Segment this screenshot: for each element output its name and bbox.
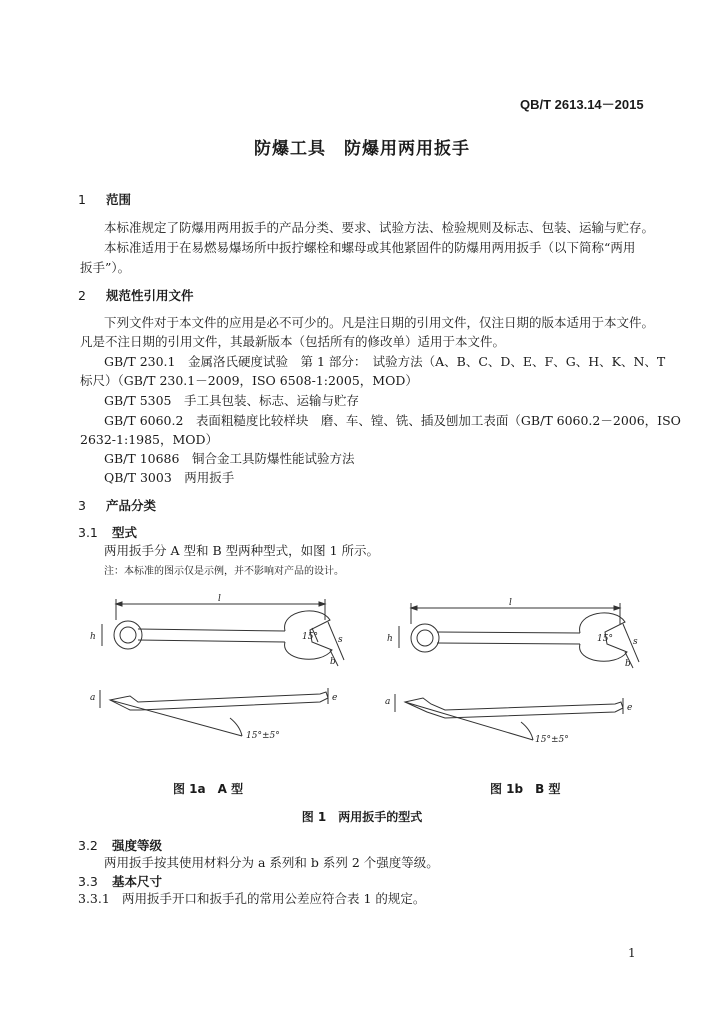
dim-e-label: e — [627, 703, 633, 713]
section-title: 产品分类 — [105, 498, 156, 513]
section-number: 3.3 — [78, 874, 98, 889]
section-title: 规范性引用文件 — [105, 288, 194, 303]
section-number: 3 — [78, 498, 86, 513]
note: 注：本标准的图示仅是示例，并不影响对产品的设计。 — [104, 566, 344, 577]
reference-item: GB/T 5305 手工具包装、标志、运输与贮存 — [104, 393, 360, 408]
paragraph: 两用扳手按其使用材料分为 a 系列和 b 系列 2 个强度等级。 — [104, 855, 439, 870]
section-3-1-heading — [78, 523, 137, 541]
dim-l-label: l — [509, 598, 512, 608]
section-3-2-heading — [78, 836, 162, 854]
section-3-3-1 — [78, 889, 425, 908]
reference-item: GB/T 6060.2 表面粗糙度比较样块 磨、车、镗、铣、插及刨加工表面（GB/T 6060.2－2006，ISO — [104, 413, 681, 428]
section-number: 3.3.1 — [78, 891, 110, 906]
section-1-heading — [78, 190, 131, 208]
wrench-a-drawing — [80, 590, 350, 750]
paragraph: 凡是不注日期的引用文件，其最新版本（包括所有的修改单）适用于本文件。 — [80, 334, 506, 349]
section-number: 3.1 — [78, 525, 98, 540]
paragraph: 扳手”）。 — [80, 260, 131, 275]
section-3-heading — [78, 496, 156, 514]
dim-tol-label: 15°±5° — [535, 735, 569, 745]
figure-1b — [375, 590, 645, 750]
dim-e-label: e — [332, 693, 338, 703]
figure-1-caption: 图 1 两用扳手的型式 — [301, 810, 423, 824]
dim-h-label: h — [387, 634, 393, 644]
section-number: 2 — [78, 288, 86, 303]
dim-s-label: s — [338, 635, 343, 645]
section-number: 3.2 — [78, 838, 98, 853]
section-title: 强度等级 — [111, 838, 162, 853]
dim-tol-label: 15°±5° — [246, 731, 280, 741]
dim-angle-label: 15° — [302, 632, 318, 642]
page-number: 1 — [628, 946, 636, 960]
section-number: 1 — [78, 192, 86, 207]
section-3-3-heading — [78, 872, 162, 890]
document-title: 防爆工具 防爆用两用扳手 — [254, 139, 470, 159]
dim-l-label: l — [218, 594, 221, 604]
dim-b-label: b — [625, 659, 631, 669]
dim-a-label: a — [385, 697, 391, 707]
section-2-heading — [78, 286, 194, 304]
section-title: 范围 — [105, 192, 131, 207]
reference-item: 2632-1:1985，MOD） — [80, 432, 219, 447]
section-title: 基本尺寸 — [111, 874, 162, 889]
figure-1b-caption: 图 1b B 型 — [490, 782, 561, 796]
reference-item: QB/T 3003 两用扳手 — [104, 470, 235, 485]
dim-s-label: s — [633, 637, 638, 647]
dim-a-label: a — [90, 693, 96, 703]
wrench-b-drawing — [375, 590, 645, 750]
dim-b-label: b — [330, 657, 336, 667]
paragraph: 两用扳手开口和扳手孔的常用公差应符合表 1 的规定。 — [122, 891, 426, 906]
standard-code: QB/T 2613.14－2015 — [520, 97, 644, 112]
paragraph: 两用扳手分 A 型和 B 型两种型式，如图 1 所示。 — [104, 543, 380, 558]
dim-angle-label: 15° — [597, 634, 613, 644]
paragraph: 下列文件对于本文件的应用是必不可少的。凡是注日期的引用文件，仅注日期的版本适用于本文件。 — [104, 315, 655, 330]
reference-item: 标尺）（GB/T 230.1－2009，ISO 6508-1:2005，MOD） — [80, 373, 418, 388]
paragraph: 本标准规定了防爆用两用扳手的产品分类、要求、试验方法、检验规则及标志、包装、运输与贮存。 — [104, 220, 655, 235]
dim-h-label: h — [90, 632, 96, 642]
section-title: 型式 — [111, 525, 137, 540]
reference-item: GB/T 10686 铜合金工具防爆性能试验方法 — [104, 451, 355, 466]
reference-item: GB/T 230.1 金属洛氏硬度试验 第 1 部分： 试验方法（A、B、C、D、E、F、G、H、K、N、T — [104, 354, 666, 369]
figure-1a-caption: 图 1a A 型 — [173, 782, 244, 796]
figure-1a — [80, 590, 350, 750]
paragraph: 本标准适用于在易燃易爆场所中扳拧螺栓和螺母或其他紧固件的防爆用两用扳手（以下简称“两用 — [104, 240, 636, 255]
